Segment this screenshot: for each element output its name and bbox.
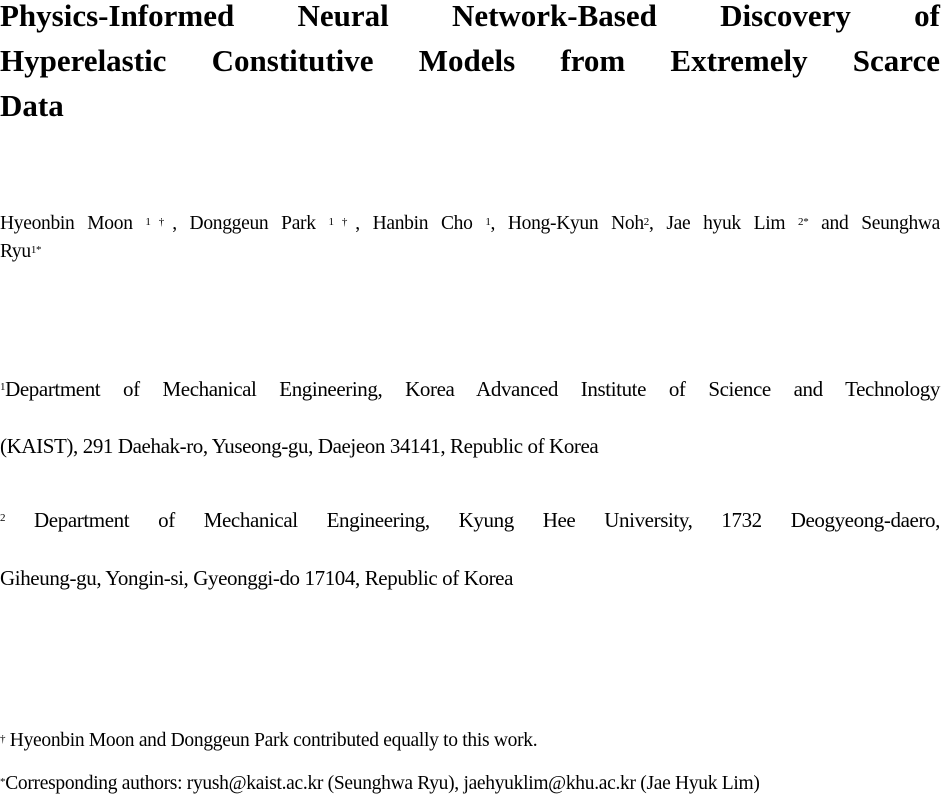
title-line-1: Physics-Informed Neural Network-Based Discovery of <box>0 0 940 33</box>
author: Hong-Kyun Noh$^2$, <box>507 213 667 234</box>
author-line-1 <box>0 212 940 236</box>
corresponding-authors-note: *Corresponding authors: ryush@kaist.ac.kr (Seunghwa Ryu), jaehyuklim@khu.ac.kr (Jae Hyuk Lim) <box>0 773 760 794</box>
author: Seunghwa <box>861 213 941 234</box>
title-line-2: Hyperelastic Constitutive Models from Extremely Scarce <box>0 43 940 78</box>
affiliation-2-line-1: $^2$ Department of Mechanical Engineering, Kyung Hee University, 1732 Deogyeong-daero, <box>0 508 940 532</box>
title-line-3: Data <box>0 88 64 123</box>
author: Ryu$^{1*}$ <box>0 241 42 262</box>
affiliation-1-line-2: (KAIST), 291 Daehak-ro, Yuseong-gu, Daejeon 34141, Republic of Korea <box>0 434 599 458</box>
author: Jae hyuk Lim $^{2*}$ and <box>666 213 862 234</box>
equal-contribution-note: † Hyeonbin Moon and Donggeun Park contributed equally to this work. <box>0 730 538 751</box>
author: Hyeonbin Moon $^{1\dagger}$, <box>0 213 190 234</box>
author: Hanbin Cho $^1$, <box>372 213 508 234</box>
affiliation-2-line-2: Giheung-gu, Yongin-si, Gyeonggi-do 17104, Republic of Korea <box>0 566 514 590</box>
author: Donggeun Park $^{1\dagger}$, <box>189 213 373 234</box>
affiliation-1-line-1: $^1$Department of Mechanical Engineering, Korea Advanced Institute of Science and Technology <box>0 377 940 401</box>
author-line-2 <box>0 240 940 264</box>
